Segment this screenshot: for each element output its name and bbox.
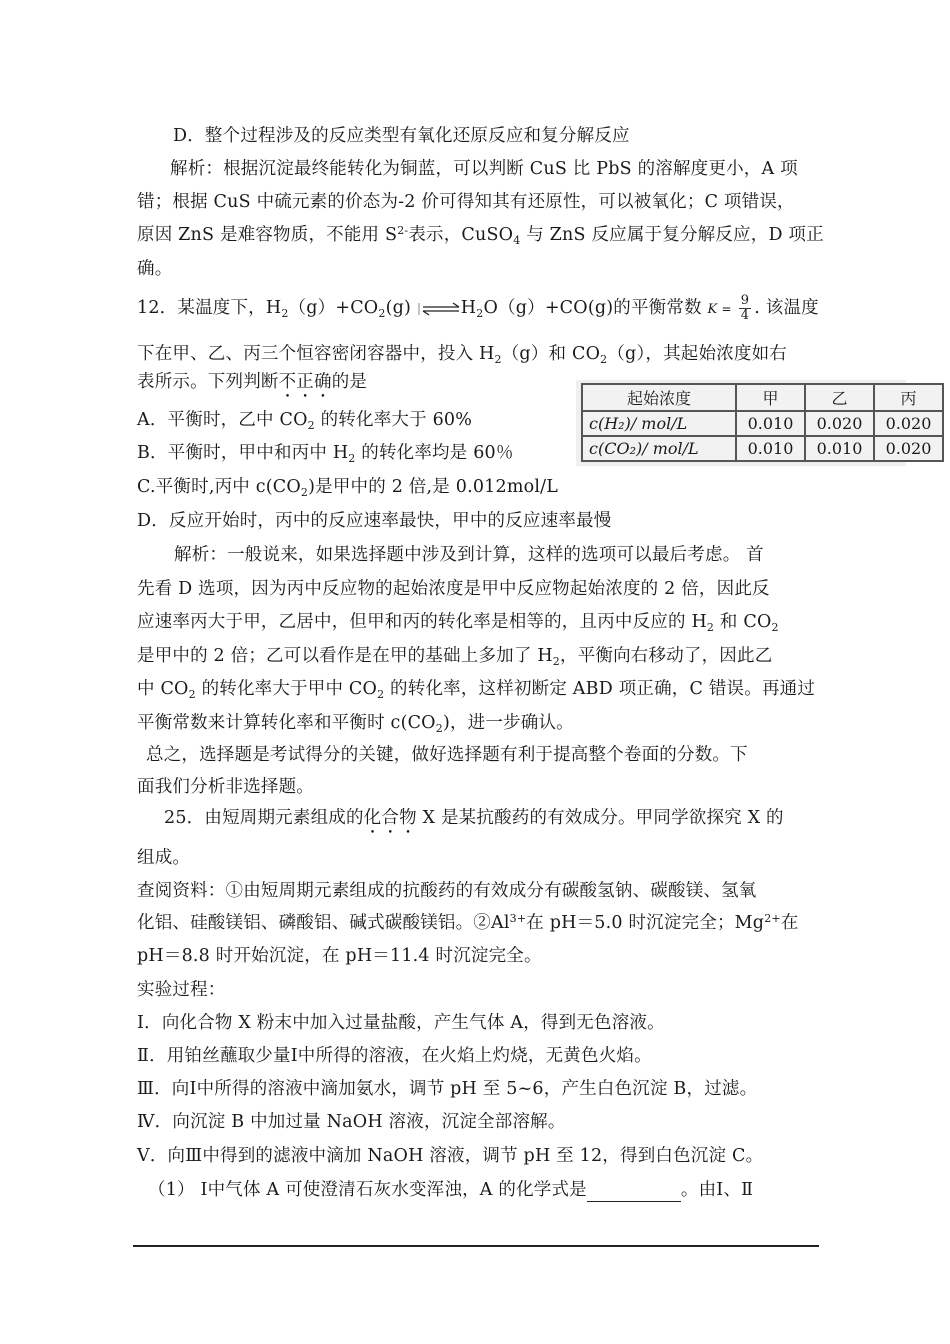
table-cell: 0.020 xyxy=(805,411,874,436)
option-d: D．反应开始时，丙中的反应速率最快，甲中的反应速率最慢 xyxy=(137,511,612,531)
analysis-line: 确。 xyxy=(137,259,173,279)
table-row xyxy=(582,436,943,461)
analysis-line: 错；根据 CuS 中硫元素的价态为-2 价可得知其有还原性，可以被氧化；C 项错误， xyxy=(137,192,795,212)
table-cell: 0.020 xyxy=(874,411,943,436)
table-header: 起始浓度 xyxy=(582,384,736,411)
question-25-stem: 组成。 xyxy=(137,848,191,868)
table-cell: 0.010 xyxy=(736,411,805,436)
procedure-step: Ⅱ．用铂丝蘸取少量Ⅰ中所得的溶液，在火焰上灼烧，无黄色火焰。 xyxy=(137,1046,652,1066)
answer-blank[interactable] xyxy=(587,1183,681,1202)
procedure-step: Ⅰ．向化合物 X 粉末中加入过量盐酸，产生气体 A，得到无色溶液。 xyxy=(137,1013,665,1033)
question-12-stem: 12．某温度下，$H_2(g)+CO_2(g)$ $H_2O(g)+CO(g)$的平衡常数 K = $\frac{9}{4}$ . 该温度 xyxy=(137,293,819,323)
analysis-line: 是甲中的 2 倍；乙可以看作是在甲的基础上多加了 $H_2$，平衡向右移动了，因此乙 xyxy=(137,646,773,668)
analysis-line: 原因 ZnS 是难容物质，不能用 $S^{2-}$表示，CuSO$_4$ 与 ZnS 反应属于复分解反应，D 项正 xyxy=(137,224,824,247)
question-25-stem: 25．由短周期元素组成的化合物 X 是某抗酸药的有效成分。甲同学欲探究 X 的 xyxy=(164,808,784,828)
analysis-line: 平衡常数来计算转化率和平衡时 $c(CO_2)$，进一步确认。 xyxy=(137,713,574,735)
table-row xyxy=(582,411,943,436)
procedure-step: Ⅴ．向Ⅲ中得到的滤液中滴加 NaOH 溶液，调节 pH 至 12，得到白色沉淀 C。 xyxy=(137,1146,764,1166)
reference-line: 化铝、硅酸镁铝、磷酸铝、碱式碳酸镁铝。$②Al^{3+}$在 pH＝5.0 时沉淀完全；$Mg^{2+}$在 xyxy=(137,912,799,933)
reference-line: 查阅资料：①由短周期元素组成的抗酸药的有效成分有碳酸氢钠、碳酸镁、氢氧 xyxy=(137,881,757,901)
sub-question-1: （1） Ⅰ中气体 A 可使澄清石灰水变浑浊，A 的化学式是 。由Ⅰ、Ⅱ xyxy=(148,1180,754,1200)
table-header: 乙 xyxy=(805,384,874,411)
reference-line: pH＝8.8 时开始沉淀，在 pH＝11.4 时沉淀完全。 xyxy=(137,946,542,966)
analysis-line: 应速率丙大于甲，乙居中，但甲和丙的转化率是相等的，且丙中反应的 $H_2$ 和 $CO_2$ xyxy=(137,612,779,634)
analysis-line: 先看 D 选项，因为丙中反应物的起始浓度是甲中反应物起始浓度的 2 倍，因此反 xyxy=(137,579,770,599)
table-cell: 0.010 xyxy=(736,436,805,461)
procedure-step: Ⅲ．向Ⅰ中所得的溶液中滴加氨水，调节 pH 至 5~6，产生白色沉淀 B，过滤。 xyxy=(137,1079,758,1099)
initial-concentration-table xyxy=(581,383,944,462)
table-cell: c(CO₂)/ mol/L xyxy=(582,436,736,461)
analysis-line: 解析：一般说来，如果选择题中涉及到计算，这样的选项可以最后考虑。 首 xyxy=(174,545,764,565)
procedure-step: Ⅳ．向沉淀 B 中加过量 NaOH 溶液，沉淀全部溶解。 xyxy=(137,1112,566,1132)
table-cell: 0.020 xyxy=(874,436,943,461)
question-12-stem: 表所示。下列判断不正确的是 xyxy=(137,372,368,392)
summary-line: 面我们分析非选择题。 xyxy=(137,777,314,797)
procedure-heading: 实验过程： xyxy=(137,980,226,1000)
analysis-line: 解析：根据沉淀最终能转化为铜蓝，可以判断 CuS 比 PbS 的溶解度更小，A 项 xyxy=(170,159,798,179)
page-footer-rule xyxy=(133,1245,819,1247)
question-12-stem: 下在甲、乙、丙三个恒容密闭容器中，投入 $H_2(g)$和 $CO_2(g)$，其起始浓度如右 xyxy=(137,344,787,366)
table-header: 甲 xyxy=(736,384,805,411)
table-cell: c(H₂)/ mol/L xyxy=(582,411,736,436)
option-a: A．平衡时，乙中 $CO_2$ 的转化率大于 60% xyxy=(137,410,473,432)
fraction: $\frac{9}{4}$ xyxy=(740,293,750,323)
summary-line: 总之，选择题是考试得分的关键，做好选择题有利于提高整个卷面的分数。下 xyxy=(146,745,748,765)
table-header: 丙 xyxy=(874,384,943,411)
analysis-line: 中 $CO_2$ 的转化率大于甲中 $CO_2$ 的转化率，这样初断定 ABD 项正确，C 错误。再通过 xyxy=(137,679,816,701)
equilibrium-arrow-icon xyxy=(417,302,461,316)
table-row xyxy=(582,384,943,411)
table-cell: 0.010 xyxy=(805,436,874,461)
option-d-prev: D．整个过程涉及的反应类型有氧化还原反应和复分解反应 xyxy=(173,126,630,146)
option-c: C.平衡时,丙中 $c(CO_2)$是甲中的 2 倍,是 0.012mol/L xyxy=(137,477,559,499)
option-b: B．平衡时，甲中和丙中 $H_2$ 的转化率均是 60％ xyxy=(137,443,514,465)
